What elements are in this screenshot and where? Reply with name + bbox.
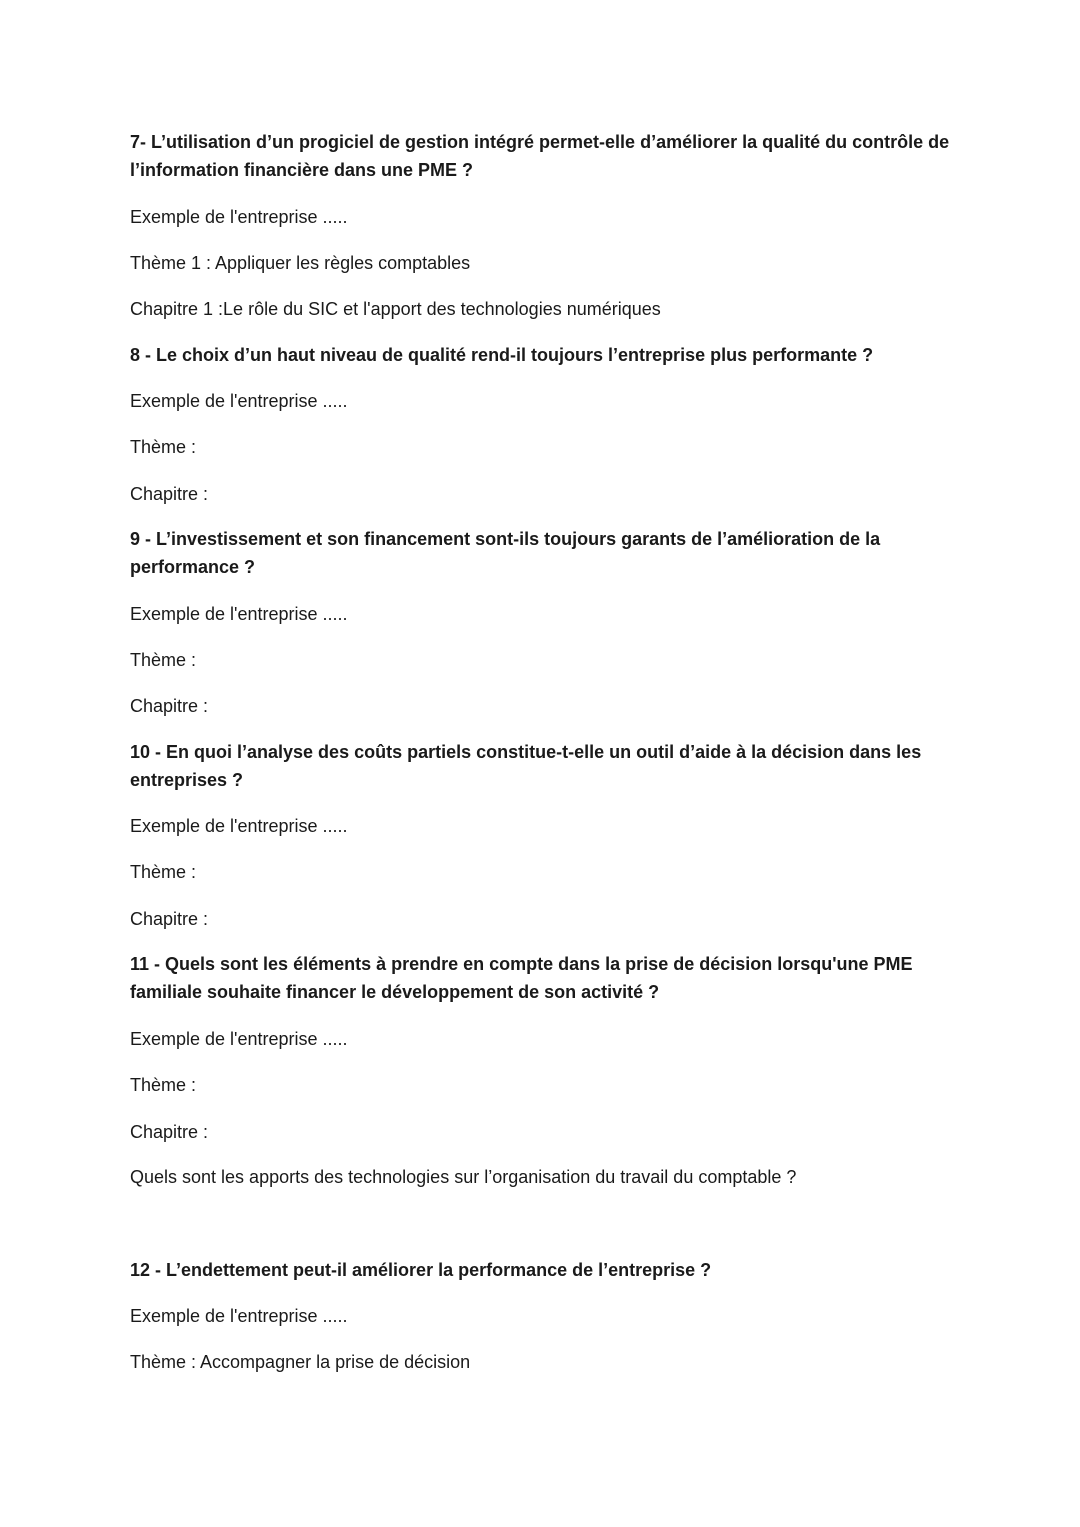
chapter-11: Chapitre :: [130, 1122, 209, 1142]
question-9: 9 - L’investissement et son financement sont-ils toujours garants de l’amélioration de la performance ?: [130, 529, 881, 577]
chapter-10: Chapitre :: [130, 909, 209, 929]
theme-8: Thème :: [130, 437, 197, 457]
theme-9: Thème :: [130, 650, 197, 670]
note-11: Quels sont les apports des technologies sur l’organisation du travail du comptable ?: [130, 1167, 797, 1187]
example-10: Exemple de l'entreprise .....: [130, 816, 348, 836]
example-12: Exemple de l'entreprise .....: [130, 1306, 348, 1326]
example-7: Exemple de l'entreprise .....: [130, 207, 348, 227]
question-8: 8 - Le choix d’un haut niveau de qualité rend-il toujours l’entreprise plus performante ?: [130, 345, 874, 365]
theme-11: Thème :: [130, 1075, 197, 1095]
chapter-9: Chapitre :: [130, 696, 209, 716]
chapter-7: Chapitre 1 :Le rôle du SIC et l'apport des technologies numériques: [130, 299, 661, 319]
question-12: 12 - L’endettement peut-il améliorer la performance de l’entreprise ?: [130, 1260, 712, 1280]
question-7: 7- L’utilisation d’un progiciel de gestion intégré permet-elle d’améliorer la qualité du contrôle de l’information financière dans une PME ?: [130, 132, 950, 180]
example-9: Exemple de l'entreprise .....: [130, 604, 348, 624]
example-8: Exemple de l'entreprise .....: [130, 391, 348, 411]
theme-10: Thème :: [130, 862, 197, 882]
theme-12: Thème : Accompagner la prise de décision: [130, 1352, 471, 1372]
chapter-8: Chapitre :: [130, 484, 209, 504]
theme-7: Thème 1 : Appliquer les règles comptables: [130, 253, 471, 273]
question-10: 10 - En quoi l’analyse des coûts partiels constitue-t-elle un outil d’aide à la décision dans les entreprises ?: [130, 742, 922, 790]
question-11: 11 - Quels sont les éléments à prendre en compte dans la prise de décision lorsqu'une PME familiale souhaite financer le développement de son activité ?: [130, 954, 913, 1002]
example-11: Exemple de l'entreprise .....: [130, 1029, 348, 1049]
